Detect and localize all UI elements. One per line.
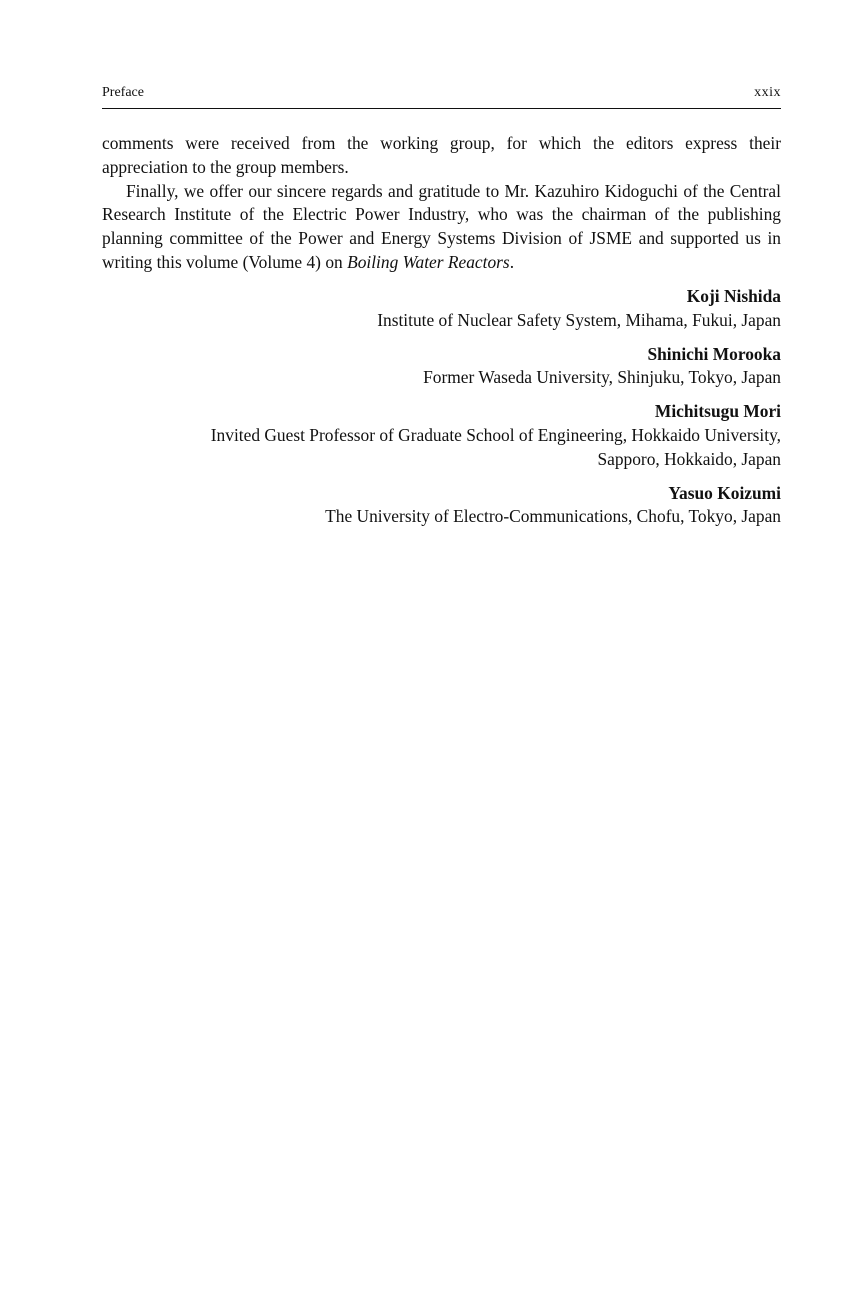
paragraph-2-text: Finally, we offer our sincere regards and gratitude to Mr. Kazuhiro Kidoguchi of the Central Research Institute of the Electric Power Industry, who was the chairman of the publishing planning committee of the Power and Energy Systems Division of JSME and supported us in writing this volume (Volume 4) on: [102, 180, 781, 272]
signature-block: [102, 400, 781, 471]
author-affiliation: The University of Electro-Communications, Chofu, Tokyo, Japan: [325, 506, 781, 527]
signature-block: [102, 343, 781, 391]
author-affiliation-continued: Sapporo, Hokkaido, Japan: [597, 448, 781, 469]
author-name: Shinichi Morooka: [647, 343, 781, 364]
author-name: Koji Nishida: [686, 286, 781, 306]
author-name: Yasuo Koizumi: [668, 482, 781, 503]
author-affiliation: Invited Guest Professor of Graduate School of Engineering, Hokkaido University,: [210, 424, 781, 445]
author-affiliation: Former Waseda University, Shinjuku, Tokyo, Japan: [423, 367, 781, 388]
paragraph-2-end: .: [509, 251, 515, 272]
signature-block: [102, 285, 781, 333]
paragraph-2: [102, 180, 781, 275]
signature-block: [102, 482, 781, 530]
author-name: Michitsugu Mori: [654, 401, 781, 422]
paragraph-1: comments were received from the working group, for which the editors express their appreciation to the group members.: [102, 133, 781, 177]
header-section-title: Preface: [102, 85, 144, 100]
author-affiliation: Institute of Nuclear Safety System, Mihama, Fukui, Japan: [377, 309, 781, 330]
signature-list: [102, 285, 781, 539]
body-text: [102, 132, 781, 275]
running-header: [102, 82, 781, 109]
book-title: Boiling Water Reactors: [347, 251, 510, 272]
page-number: xxix: [754, 85, 781, 100]
